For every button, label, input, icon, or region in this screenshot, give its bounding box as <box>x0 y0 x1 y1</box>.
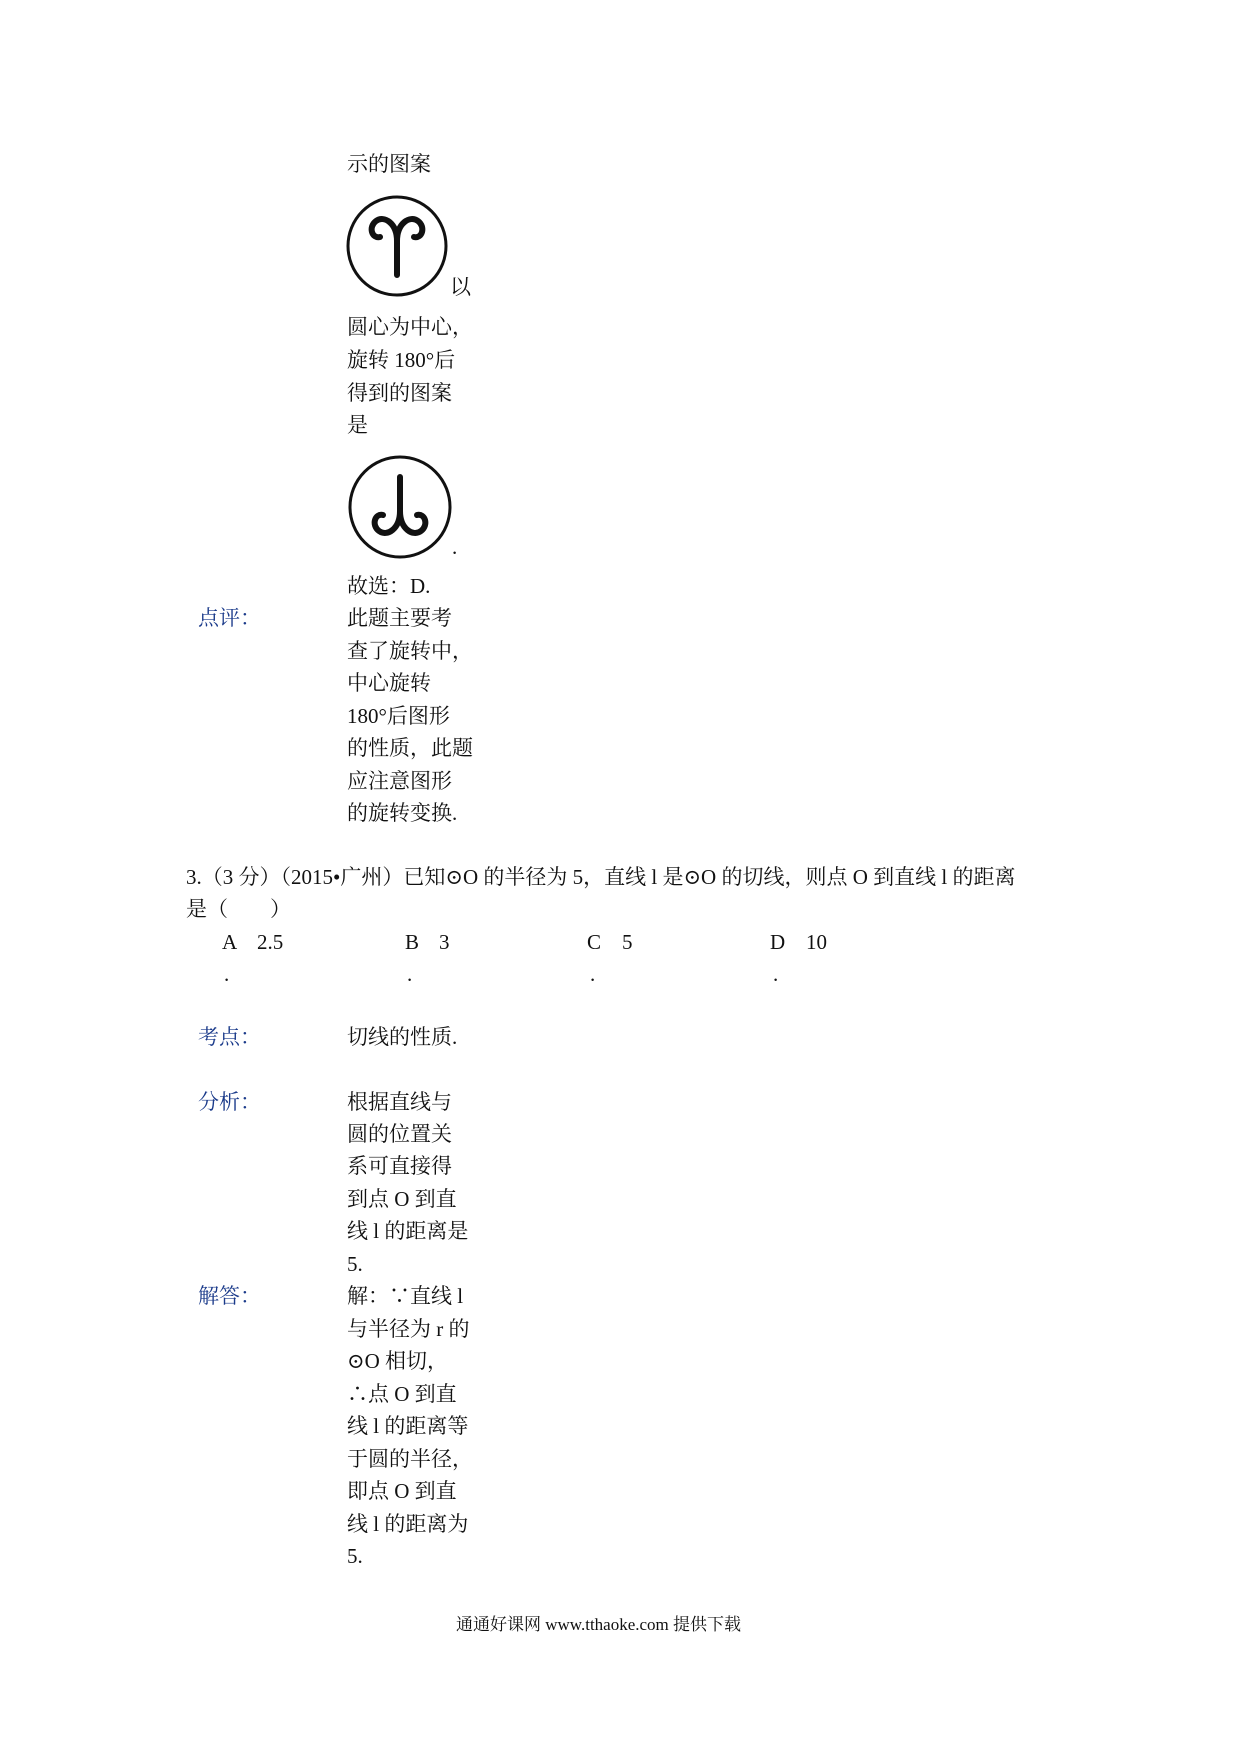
comment-text-line: 的性质，此题 <box>347 736 473 760</box>
kaodian-label: 考点： <box>198 1025 261 1049</box>
jieda-text-line: ⊙O 相切， <box>347 1349 449 1373</box>
jieda-text-line: 线 l 的距离等 <box>347 1414 469 1438</box>
solution-text-after-figure: 以 <box>450 275 471 299</box>
option-b-dot: . <box>407 962 413 986</box>
solution-text-line: 是 <box>347 413 368 437</box>
kaodian-text-line: 切线的性质. <box>347 1025 458 1049</box>
question-3-stem: 3.（3 分）（2015•广州）已知⊙O 的半径为 5，直线 l 是⊙O 的切线，则点 O 到直线 l 的距离 <box>186 865 1016 889</box>
solution-text-line: 旋转 180°后 <box>347 348 456 372</box>
option-d-dot: . <box>773 962 779 986</box>
solution-answer-line: 故选：D. <box>347 574 431 598</box>
fenxi-text-line: 系可直接得 <box>347 1154 452 1178</box>
fenxi-text-line: 圆的位置关 <box>347 1122 452 1146</box>
comment-text-line: 此题主要考 <box>347 606 452 630</box>
solution-text-after-figure: . <box>452 535 458 559</box>
solution-text-line: 示的图案 <box>347 152 431 176</box>
jieda-text-line: 解：∵直线 l <box>347 1284 464 1308</box>
solution-text-line: 得到的图案 <box>347 381 452 405</box>
jieda-text-line: 于圆的半径， <box>347 1447 473 1471</box>
option-a-dot: . <box>224 962 230 986</box>
rotated-pattern-figure <box>346 453 454 561</box>
option-a-letter: A <box>222 930 238 954</box>
option-c-dot: . <box>590 962 596 986</box>
fenxi-text-line: 根据直线与 <box>347 1090 452 1114</box>
fenxi-label: 分析： <box>198 1090 261 1114</box>
option-b-letter: B <box>405 930 420 954</box>
question-3-stem-cont: 是（ ） <box>186 897 291 921</box>
jieda-text-line: 与半径为 r 的 <box>347 1317 470 1341</box>
comment-label: 点评： <box>198 606 261 630</box>
page-footer: 通通好课网 www.tthaoke.com 提供下载 <box>456 1615 742 1634</box>
comment-text-line: 的旋转变换. <box>347 801 458 825</box>
jieda-text-line: 线 l 的距离为 <box>347 1512 469 1536</box>
fenxi-text-line: 线 l 的距离是 <box>347 1219 469 1243</box>
solution-text-line: 圆心为中心， <box>347 315 473 339</box>
jieda-text-line: ∴点 O 到直 <box>347 1382 457 1406</box>
option-d-letter: D <box>770 930 786 954</box>
jieda-label: 解答： <box>198 1284 261 1308</box>
option-d-value: 10 <box>806 930 827 954</box>
original-pattern-figure <box>344 193 450 299</box>
jieda-text-line: 5. <box>347 1544 363 1568</box>
comment-text-line: 应注意图形 <box>347 769 452 793</box>
comment-text-line: 180°后图形 <box>347 704 450 728</box>
fenxi-text-line: 到点 O 到直 <box>347 1187 457 1211</box>
option-b-value: 3 <box>439 930 450 954</box>
jieda-text-line: 即点 O 到直 <box>347 1479 457 1503</box>
comment-text-line: 中心旋转 <box>347 671 431 695</box>
option-a-value: 2.5 <box>257 930 284 954</box>
comment-text-line: 查了旋转中， <box>347 639 473 663</box>
fenxi-text-line: 5. <box>347 1252 363 1276</box>
option-c-value: 5 <box>622 930 633 954</box>
option-c-letter: C <box>587 930 602 954</box>
